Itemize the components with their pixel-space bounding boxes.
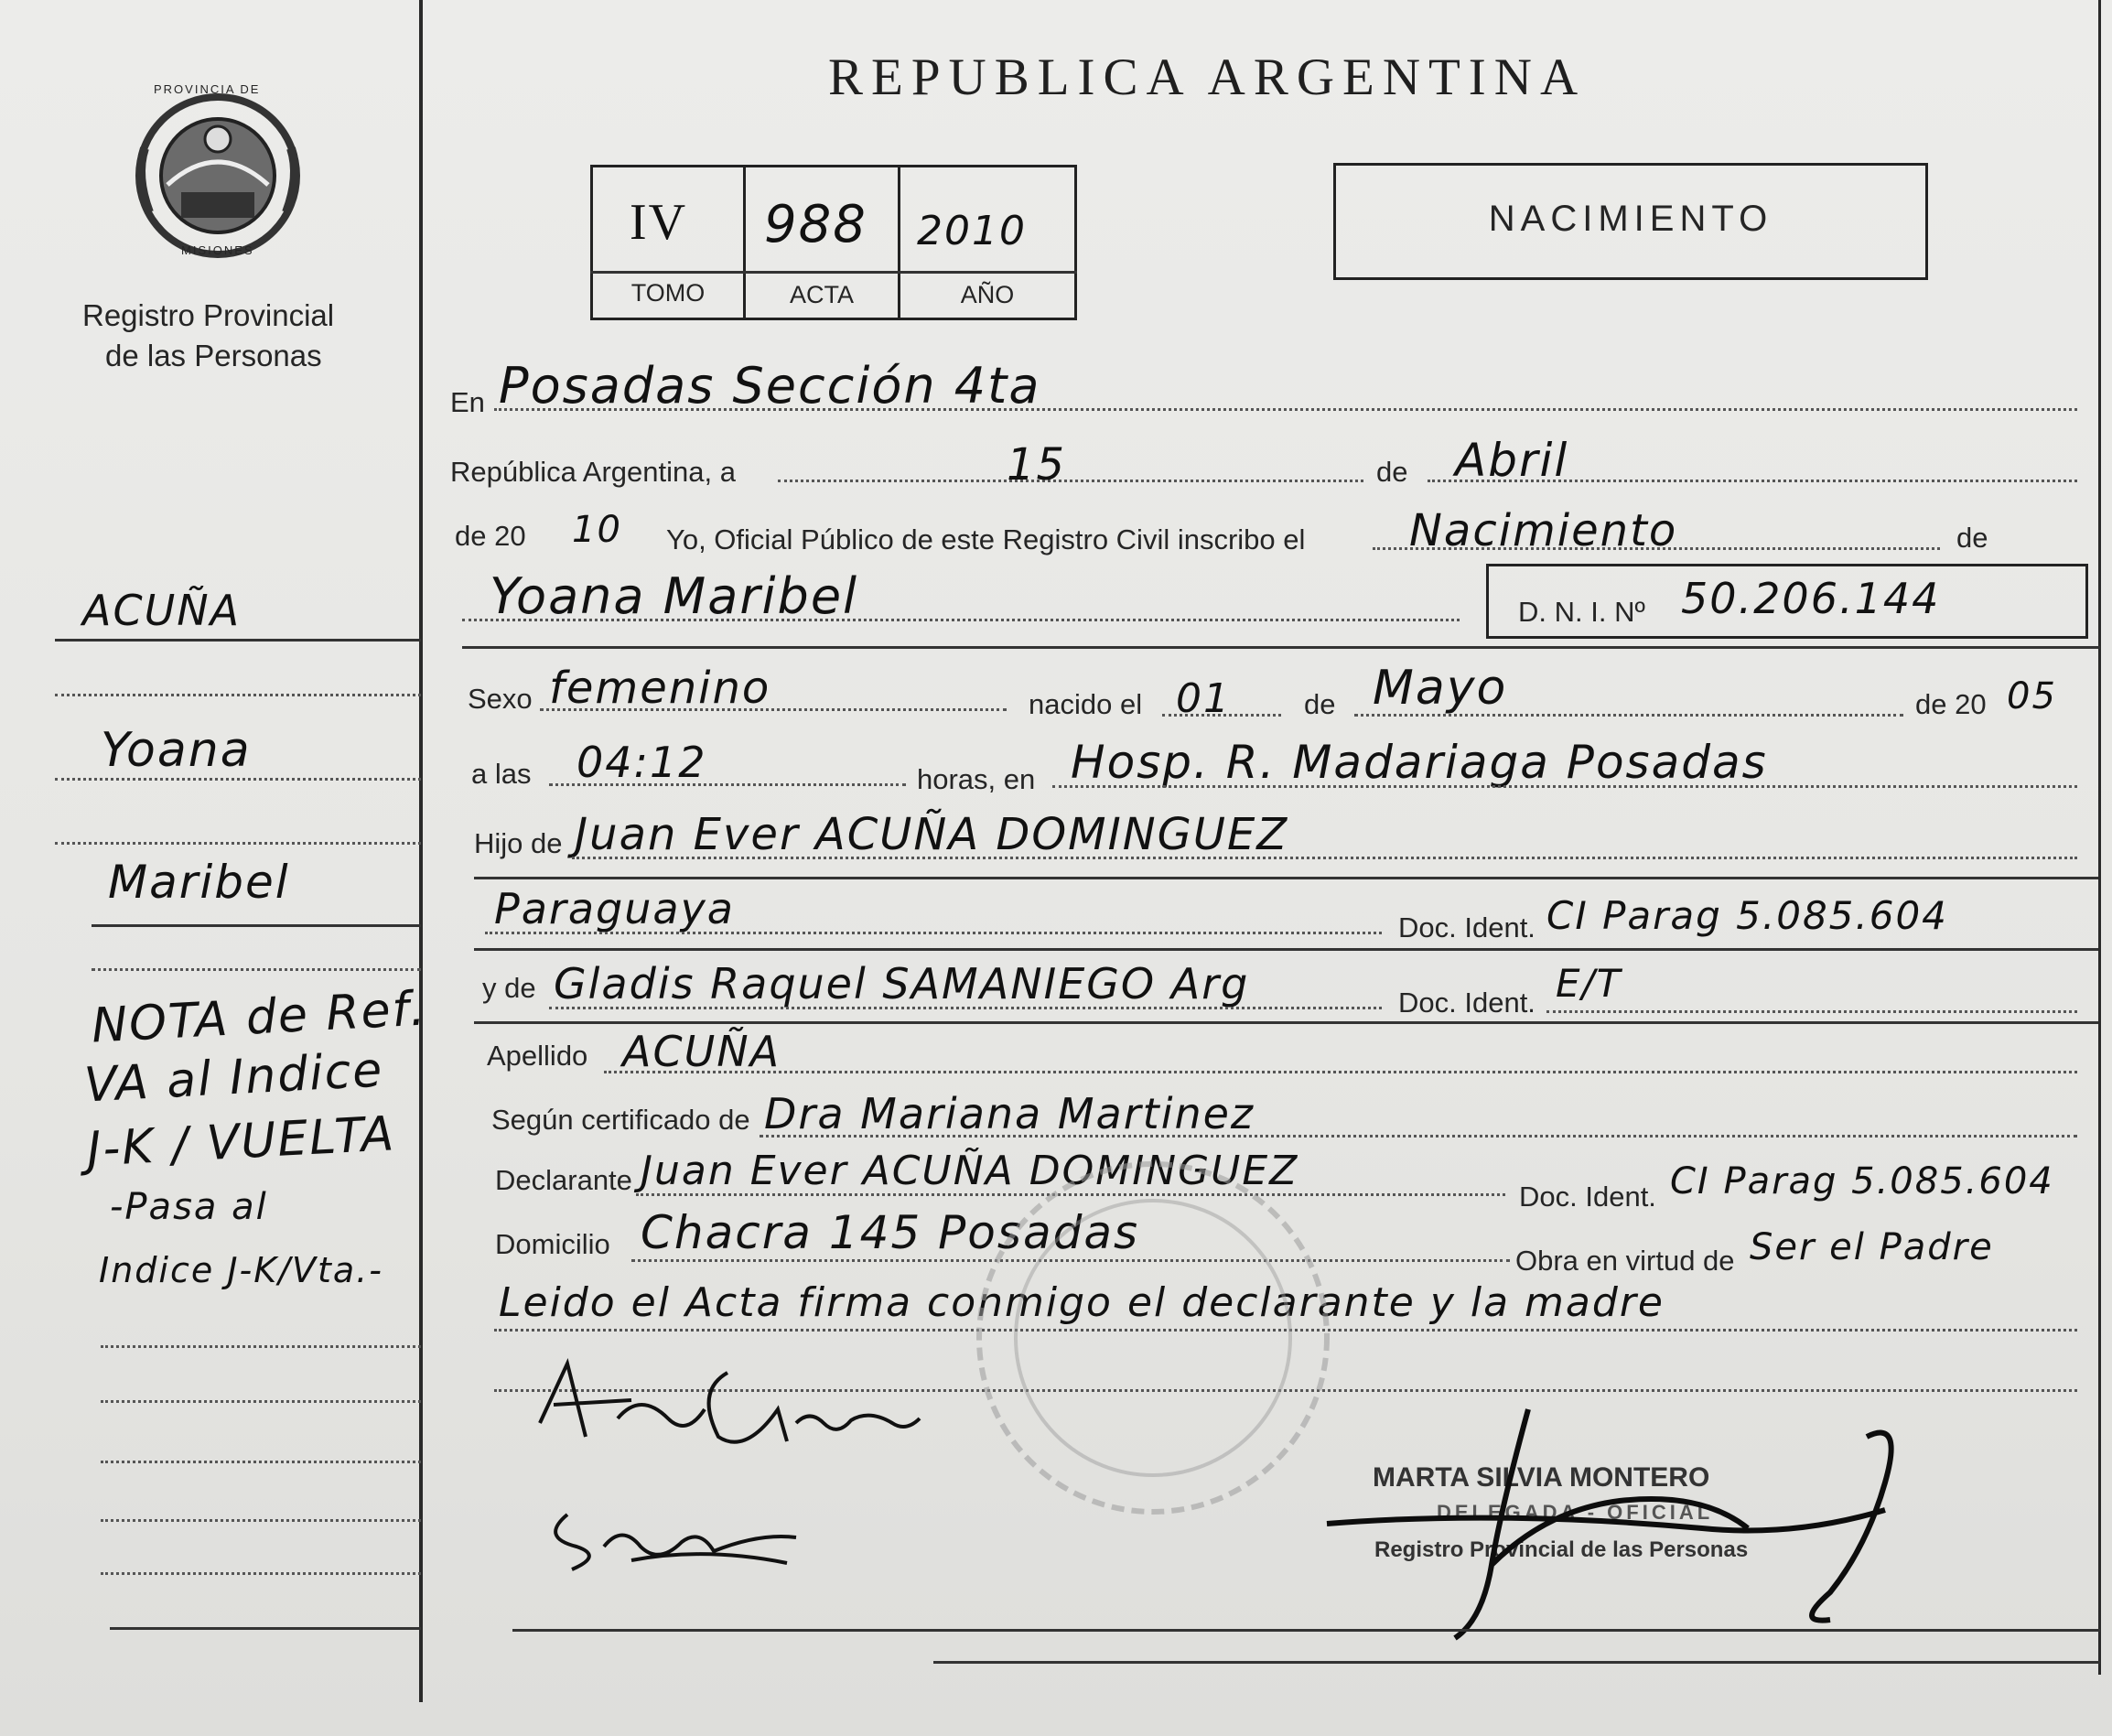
en-value: Posadas Sección 4ta	[499, 357, 1041, 415]
official-seal-stamp	[970, 1155, 1336, 1521]
declarant-signature	[531, 1336, 933, 1473]
tomo-label: TOMO	[630, 279, 706, 307]
seal-text-top: PROVINCIA DE	[154, 82, 261, 96]
lugar-value: Hosp. R. Madariaga Posadas	[1071, 736, 1768, 789]
padre-doc-value: CI Parag 5.085.604	[1546, 893, 1948, 938]
seal-text-bottom: MISIONES	[181, 243, 254, 257]
oficial-text: Yo, Oficial Público de este Registro Civil inscribo el	[666, 523, 1306, 555]
dni-box	[1486, 564, 2088, 639]
de-label2: de	[1956, 522, 1988, 554]
page-title: REPUBLICA ARGENTINA	[828, 49, 1587, 106]
day-value: 15	[1007, 439, 1067, 491]
declarante-label: Declarante	[495, 1164, 632, 1196]
official-office: Registro Provincial de las Personas	[1374, 1537, 1749, 1562]
registry-name-line1: Registro Provincial	[82, 298, 335, 332]
segun-value: Dra Mariana Martinez	[764, 1089, 1255, 1138]
leido-value: Leido el Acta firma conmigo el declarante y la madre	[499, 1279, 1665, 1326]
acta-value: 988	[764, 195, 867, 254]
sidebar-middle-name: Maribel	[108, 856, 290, 909]
sidebar-note-line1: NOTA de Ref.	[90, 981, 428, 1054]
sexo-label: Sexo	[468, 683, 533, 715]
acta-cell	[743, 165, 900, 320]
acta-label: ACTA	[789, 281, 854, 308]
record-type-label: NACIMIENTO	[1488, 199, 1773, 239]
nombre-value: Yoana Maribel	[490, 567, 859, 625]
tomo-cell	[590, 165, 746, 320]
sidebar-note-line3: J-K / VUELTA	[85, 1106, 397, 1178]
month-value: Abril	[1455, 434, 1569, 487]
de-label3: de	[1304, 688, 1336, 720]
sidebar-divider	[419, 0, 423, 1702]
anio-label: AÑO	[960, 281, 1015, 308]
madre-doc-value: E/T	[1556, 961, 1622, 1006]
nacido-label: nacido el	[1029, 688, 1143, 720]
de-label: de	[1376, 456, 1408, 488]
padre-value: Juan Ever ACUÑA DOMINGUEZ	[575, 809, 1289, 860]
year-prefix: de 20	[455, 520, 526, 552]
anio-value: 2010	[917, 208, 1027, 254]
apellido-value: ACUÑA	[622, 1027, 781, 1076]
hora-value: 04:12	[576, 738, 707, 787]
acto-value: Nacimiento	[1409, 505, 1678, 556]
birth-day: 01	[1176, 675, 1231, 722]
domicilio-value: Chacra 145 Posadas	[641, 1206, 1140, 1259]
hijo-label: Hijo de	[474, 827, 563, 859]
sidebar-first-name: Yoana	[101, 723, 252, 778]
yde-label: y de	[482, 972, 536, 1004]
en-label: En	[450, 386, 485, 418]
birth-year: 05	[2007, 675, 2057, 717]
apellido-label: Apellido	[487, 1040, 588, 1072]
horas-label: horas, en	[917, 763, 1036, 795]
segun-label: Según certificado de	[491, 1104, 750, 1136]
declarante-value: Juan Ever ACUÑA DOMINGUEZ	[641, 1148, 1299, 1194]
declarante-doc-label: Doc. Ident.	[1519, 1181, 1656, 1213]
madre-doc-label: Doc. Ident.	[1398, 987, 1536, 1019]
sexo-value: femenino	[549, 663, 771, 714]
birth-month: Mayo	[1373, 661, 1508, 716]
obra-value: Ser el Padre	[1750, 1226, 1994, 1268]
mother-signature	[522, 1483, 814, 1583]
dni-value: 50.206.144	[1681, 574, 1941, 623]
padre-nacionalidad: Paraguaya	[494, 884, 735, 933]
padre-doc-label: Doc. Ident.	[1398, 911, 1536, 943]
dni-label: D. N. I. Nº	[1518, 596, 1645, 628]
madre-value: Gladis Raquel SAMANIEGO Arg	[554, 959, 1250, 1008]
domicilio-label: Domicilio	[495, 1228, 610, 1260]
sidebar-surname: ACUÑA	[82, 586, 242, 635]
provincial-seal-icon	[126, 84, 309, 267]
record-type-box	[1333, 163, 1928, 280]
official-name: MARTA SILVIA MONTERO	[1373, 1462, 1710, 1493]
sidebar-note-line4: -Pasa al	[110, 1186, 268, 1228]
anio-cell	[898, 165, 1077, 320]
tomo-value: IV	[630, 194, 688, 251]
official-signature	[1318, 1400, 1958, 1656]
sidebar-note-line2: VA al Indice	[82, 1042, 385, 1114]
registry-name-line2: de las Personas	[105, 339, 322, 372]
year-value: 10	[572, 509, 622, 551]
obra-label: Obra en virtud de	[1515, 1245, 1735, 1277]
declarante-doc-value: CI Parag 5.085.604	[1670, 1160, 2054, 1202]
sidebar-note-line5: Indice J-K/Vta.-	[99, 1250, 383, 1290]
birth-year-prefix: de 20	[1915, 688, 1987, 720]
alas-label: a las	[471, 758, 532, 790]
right-edge	[2098, 0, 2101, 1675]
republica-label: República Argentina, a	[450, 456, 736, 488]
official-role: DELEGADA - OFICIAL	[1437, 1501, 1714, 1524]
